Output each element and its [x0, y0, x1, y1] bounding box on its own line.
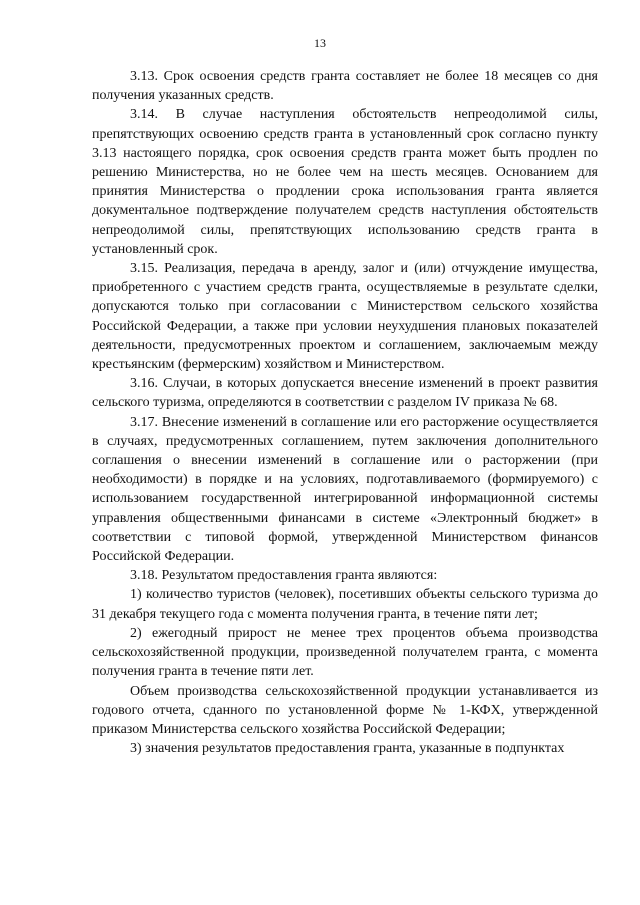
paragraph-3-15: 3.15. Реализация, передача в аренду, залог и (или) отчуждение имущества, приобретенного с участием средств гранта, осуществляемые в результате сделки, допускаются только при согласовании с Министерством сельского хозяйства Российской Федерации, а также при условии неухудшения плановых показателей деятельности, предусмотренных проектом и соглашением, заключаемым между крестьянским (фермерским) хозяйством и Министерством.: [92, 261, 598, 373]
paragraph-3-13: 3.13. Срок освоения средств гранта составляет не более 18 месяцев со дня получения указанных средств.: [92, 69, 598, 104]
paragraph-production-volume: Объем производства сельскохозяйственной продукции устанавливается из годового отчета, сданного по установленной форме № 1-КФХ, утвержденной приказом Министерства сельского хозяйства Российской Федерации;: [92, 683, 598, 737]
list-item-3: 3) значения результатов предоставления гранта, указанные в подпунктах: [130, 741, 565, 757]
paragraph-3-18: 3.18. Результатом предоставления гранта являются:: [130, 568, 438, 584]
list-item-1: 1) количество туристов (человек), посетивших объекты сельского туризма до 31 декабря текущего года с момента получения гранта, в течение пяти лет;: [92, 587, 598, 622]
list-item-2: 2) ежегодный прирост не менее трех процентов объема производства сельскохозяйственной продукции, произведенной получателем гранта, с момента получения гранта в течение пяти лет.: [92, 625, 598, 680]
paragraph-3-14: 3.14. В случае наступления обстоятельств непреодолимой силы, препятствующих освоению средств гранта в установленный срок согласно пункту 3.13 настоящего порядка, срок освоения средств гранта может быть продлен по решению Министерства, но не более чем на шесть месяцев. Основанием для принятия Министерства о продлении срока использования гранта является документальное подтверждение получателем средств наступления обстоятельств непреодолимой силы, препятствующих использованию средств гранта в установленный срок.: [92, 107, 598, 257]
paragraph-3-16: 3.16. Случаи, в которых допускается внесение изменений в проект развития сельского туризма, определяются в соответствии с разделом IV приказа № 68.: [92, 376, 598, 411]
document-body: [92, 67, 598, 758]
paragraph-3-17: 3.17. Внесение изменений в соглашение или его расторжение осуществляется в случаях, предусмотренных соглашением, путем заключения дополнительного соглашения о внесении изменений в соглашение или о расторжении (при необходимости) в порядке и на условиях, подготавливаемого (формируемого) с использованием государственной интегрированной информационной системы управления общественными финансами в системе «Электронный бюджет» в соответствии с типовой формой, утвержденной Министерством финансов Российской Федерации.: [92, 414, 598, 565]
page-number: 13: [314, 36, 326, 50]
